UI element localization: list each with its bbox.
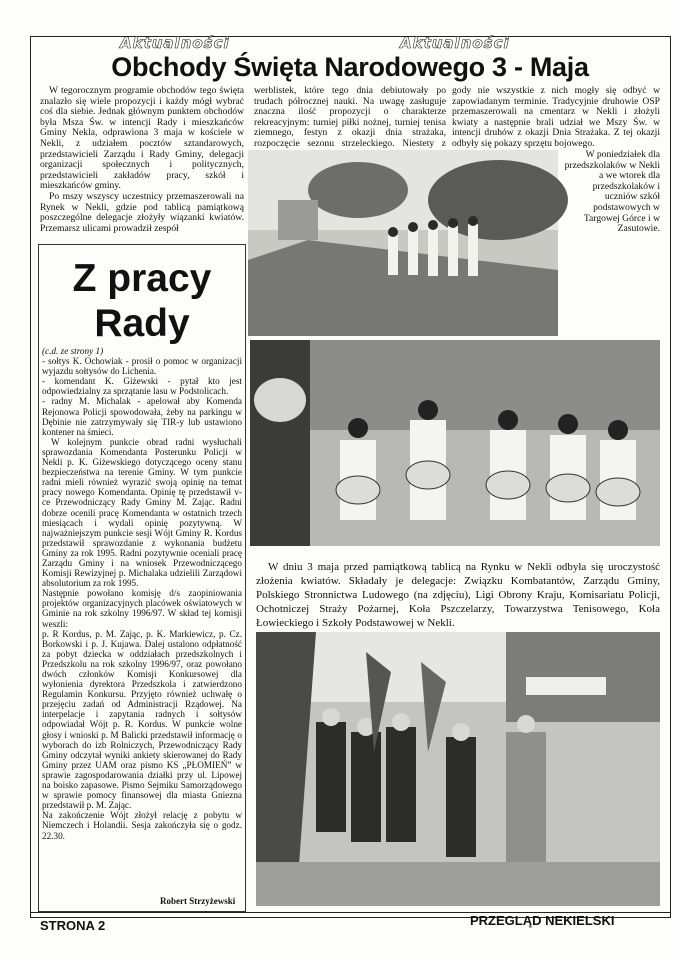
photo-caption xyxy=(256,560,660,630)
rady-continued: (c.d. ze strony 1) xyxy=(42,346,104,356)
rady-paragraph: W kolejnym punkcie obrad radni wysłuchali sprawozdania Komendanta Posterunku Policji w Nekli p. K. Giżewskiego dotyczącego oceny stanu bezpieczeństwa na terenie Gminy. W tym punkcie radni mieli również wyrazić swoją opinię na temat pracy nowego Komendanta. Opinię tę przedstawił v-ce Przewodniczący Rady Gminy M. Zając. Radni dobrze ocenili pracę Komendanta w ostatnich trzech miesiącach i wydali opinię pozytywną. W najważniejszym punkcie sesji Wójt Gminy R. Kordus przedstawił sprawozdanie z wykonania budżetu Gminy za rok 1995. Radni pozytywnie oceniali pracę Zarządu Gminy i na wniosek Przewodniczącego Komisji Rewizyjnej p. Michalaka udzielili Zarządowi absolutorium za rok 1995. xyxy=(42,436,242,589)
article-column-2 xyxy=(254,86,446,148)
publication-name: PRZEGLĄD NEKIELSKI xyxy=(470,913,615,928)
parade-photo xyxy=(248,150,558,336)
section-banner-left: Aktualności xyxy=(120,34,230,52)
rady-author: Robert Strzyżewski xyxy=(160,896,236,906)
article-column-3-continued xyxy=(562,150,660,258)
headline: Obchody Święta Narodowego 3 - Maja xyxy=(111,52,589,82)
ceremony-photo-image xyxy=(256,632,660,906)
article-paragraph: gody nie wszystkie z nich mogły się odbyć w zapowiadanym terminie. Tradycyjnie druhowie OSP przemaszerowali na cmentarz w Nekli i złożyli kwiaty a następnie brali udział we Mszy Św. w intencji druhów z okazji Dnia Strażaka. Z tej okazji odbyły się pokazy sprzętu bojowego. xyxy=(452,85,660,149)
parade-photo-image xyxy=(248,150,558,336)
article-column-1 xyxy=(40,86,244,244)
article-paragraph: W poniedziałek dla przedszkolaków w Nekli a we wtorek dla przedszkolaków i uczniów szkół podstawowych w Targowej Górce i w Zasutowie. xyxy=(564,149,660,235)
article-paragraph: W tegorocznym programie obchodów tego święta znalazło się wiele propozycji i każdy mógł wybrać coś dla siebie. Jednak głównym punktem obchodów była Msza Św. w intencji Rady i mieszkańców Gminy Nekla, odprawiona 3 maja w kościele w Nekli, z udziałem pocztów sztandarowych, przedstawicieli Zarządu i Rady Gminy, delegacji organizacji społecznych i politycznych, przedstawicieli zakładów pracy, szkół i mieszkańców gminy. xyxy=(40,85,244,192)
rady-paragraph: Następnie powołano komisję d/s zaopiniowania projektów organizacyjnych placówek oświatowych w Gminie na rok szkolny 1996/97. W skład tej komisji weszli: xyxy=(42,588,242,629)
rady-paragraph: Na zakończenie Wójt złożył relację z pobytu w Niemczech i Holandii. Sesja zakończyła się o godz. 22.30. xyxy=(42,810,242,841)
section-banner-right: Aktualności xyxy=(400,34,510,52)
drummers-photo xyxy=(250,340,660,546)
rady-paragraph: - komendant K. Giżewski - pytał kto jest odpowiedzialny za sprzątanie lasu w Podstolicach. xyxy=(42,376,242,397)
rady-paragraph: p. R Kordus, p. M. Zając, p. K. Markiewicz, p. Cz. Borkowski i p. J. Kujawa. Dalej ustalono odpłatność za pobyt dziecka w oddziałach przedszkolnych i Przedszkolu na rok szkolny 1996/97, oraz powołano dwóch członków Komisji Konkursowej dla wyłonienia dyrektora Przedszkola i zatwierdzono Regulamin Konkursu. Przyjęto również uchwałę o przejęciu zadań od Administracji Rządowej. Na interpelacje i zapytania radnych i sołtysów odpowiadał Wójt p. R. Kordus. W punkcie wolne głosy i wnioski p. M Balicki przedstawił informację o wyborach do izb Rolniczych, Przewodniczący Rady Gminy odczytał wyniki ankiety skierowanej do Rady Gminy przez UAM oraz pismo KS „PŁOMIEŃ” w sprawie zagospodarowania działki przy ul. Lipowej na boisko zapasowe. Pismo Sejmiku Samorządowego w sprawie pomocy finansowej dla miasta Gniezna przedstawił p. M. Zając. xyxy=(42,628,242,811)
article-paragraph: werblistek, które tego dnia debiutowały po trudach półrocznej nauki. Na uwagę zasługuje znaczna ilość propozycji o charakterze rekreacyjnym: turniej piłki nożnej, turniej tenisa ziemnego, festyn z okazji dnia strażaka, rozpoczęcie sezonu strzeleckiego. Niestety z xyxy=(254,85,446,149)
rady-title: Z pracy Rady xyxy=(72,257,212,345)
photo-caption-text: W dniu 3 maja przed pamiątkową tablicą na Rynku w Nekli odbyła się uroczystość złożenia kwiatów. Składały je delegacje: Związku Kombatantów, Zarządu Gminy, Polskiego Stronnictwa Ludowego (na zdjęciu), Ligi Obrony Kraju, Komisariatu Policji, Ochotniczej Straży Pożarnej, Koła Pszczelarzy, Towarzystwa Tenisowego, Koła Łowieckiego i Szkoły Podstawowej w Nekli. xyxy=(256,561,660,629)
drummers-photo-image xyxy=(250,340,660,546)
article-column-3 xyxy=(452,86,660,152)
rady-column xyxy=(42,346,242,896)
article-paragraph: Po mszy wszyscy uczestnicy przemaszerowali na Rynek w Nekli, gdzie pod tablicą pamiątkową poszczególne delegacje złożyły wiązanki kwiatów. Przemarsz ulicami prowadził zespół xyxy=(40,190,244,234)
rady-paragraph: - sołtys K. Ochowiak - prosił o pomoc w organizacji wyjazdu sołtysów do Lichenia. xyxy=(42,356,242,377)
rady-paragraph: - radny M. Michalak - apelował aby Komenda Rejonowa Policji spowodowała, żeby na parkingu w Dębinie nie zatrzymywały się TIR-y lub ustawiono kontener na śmieci. xyxy=(42,396,242,437)
page-number: STRONA 2 xyxy=(40,918,106,933)
ceremony-photo xyxy=(256,632,660,906)
